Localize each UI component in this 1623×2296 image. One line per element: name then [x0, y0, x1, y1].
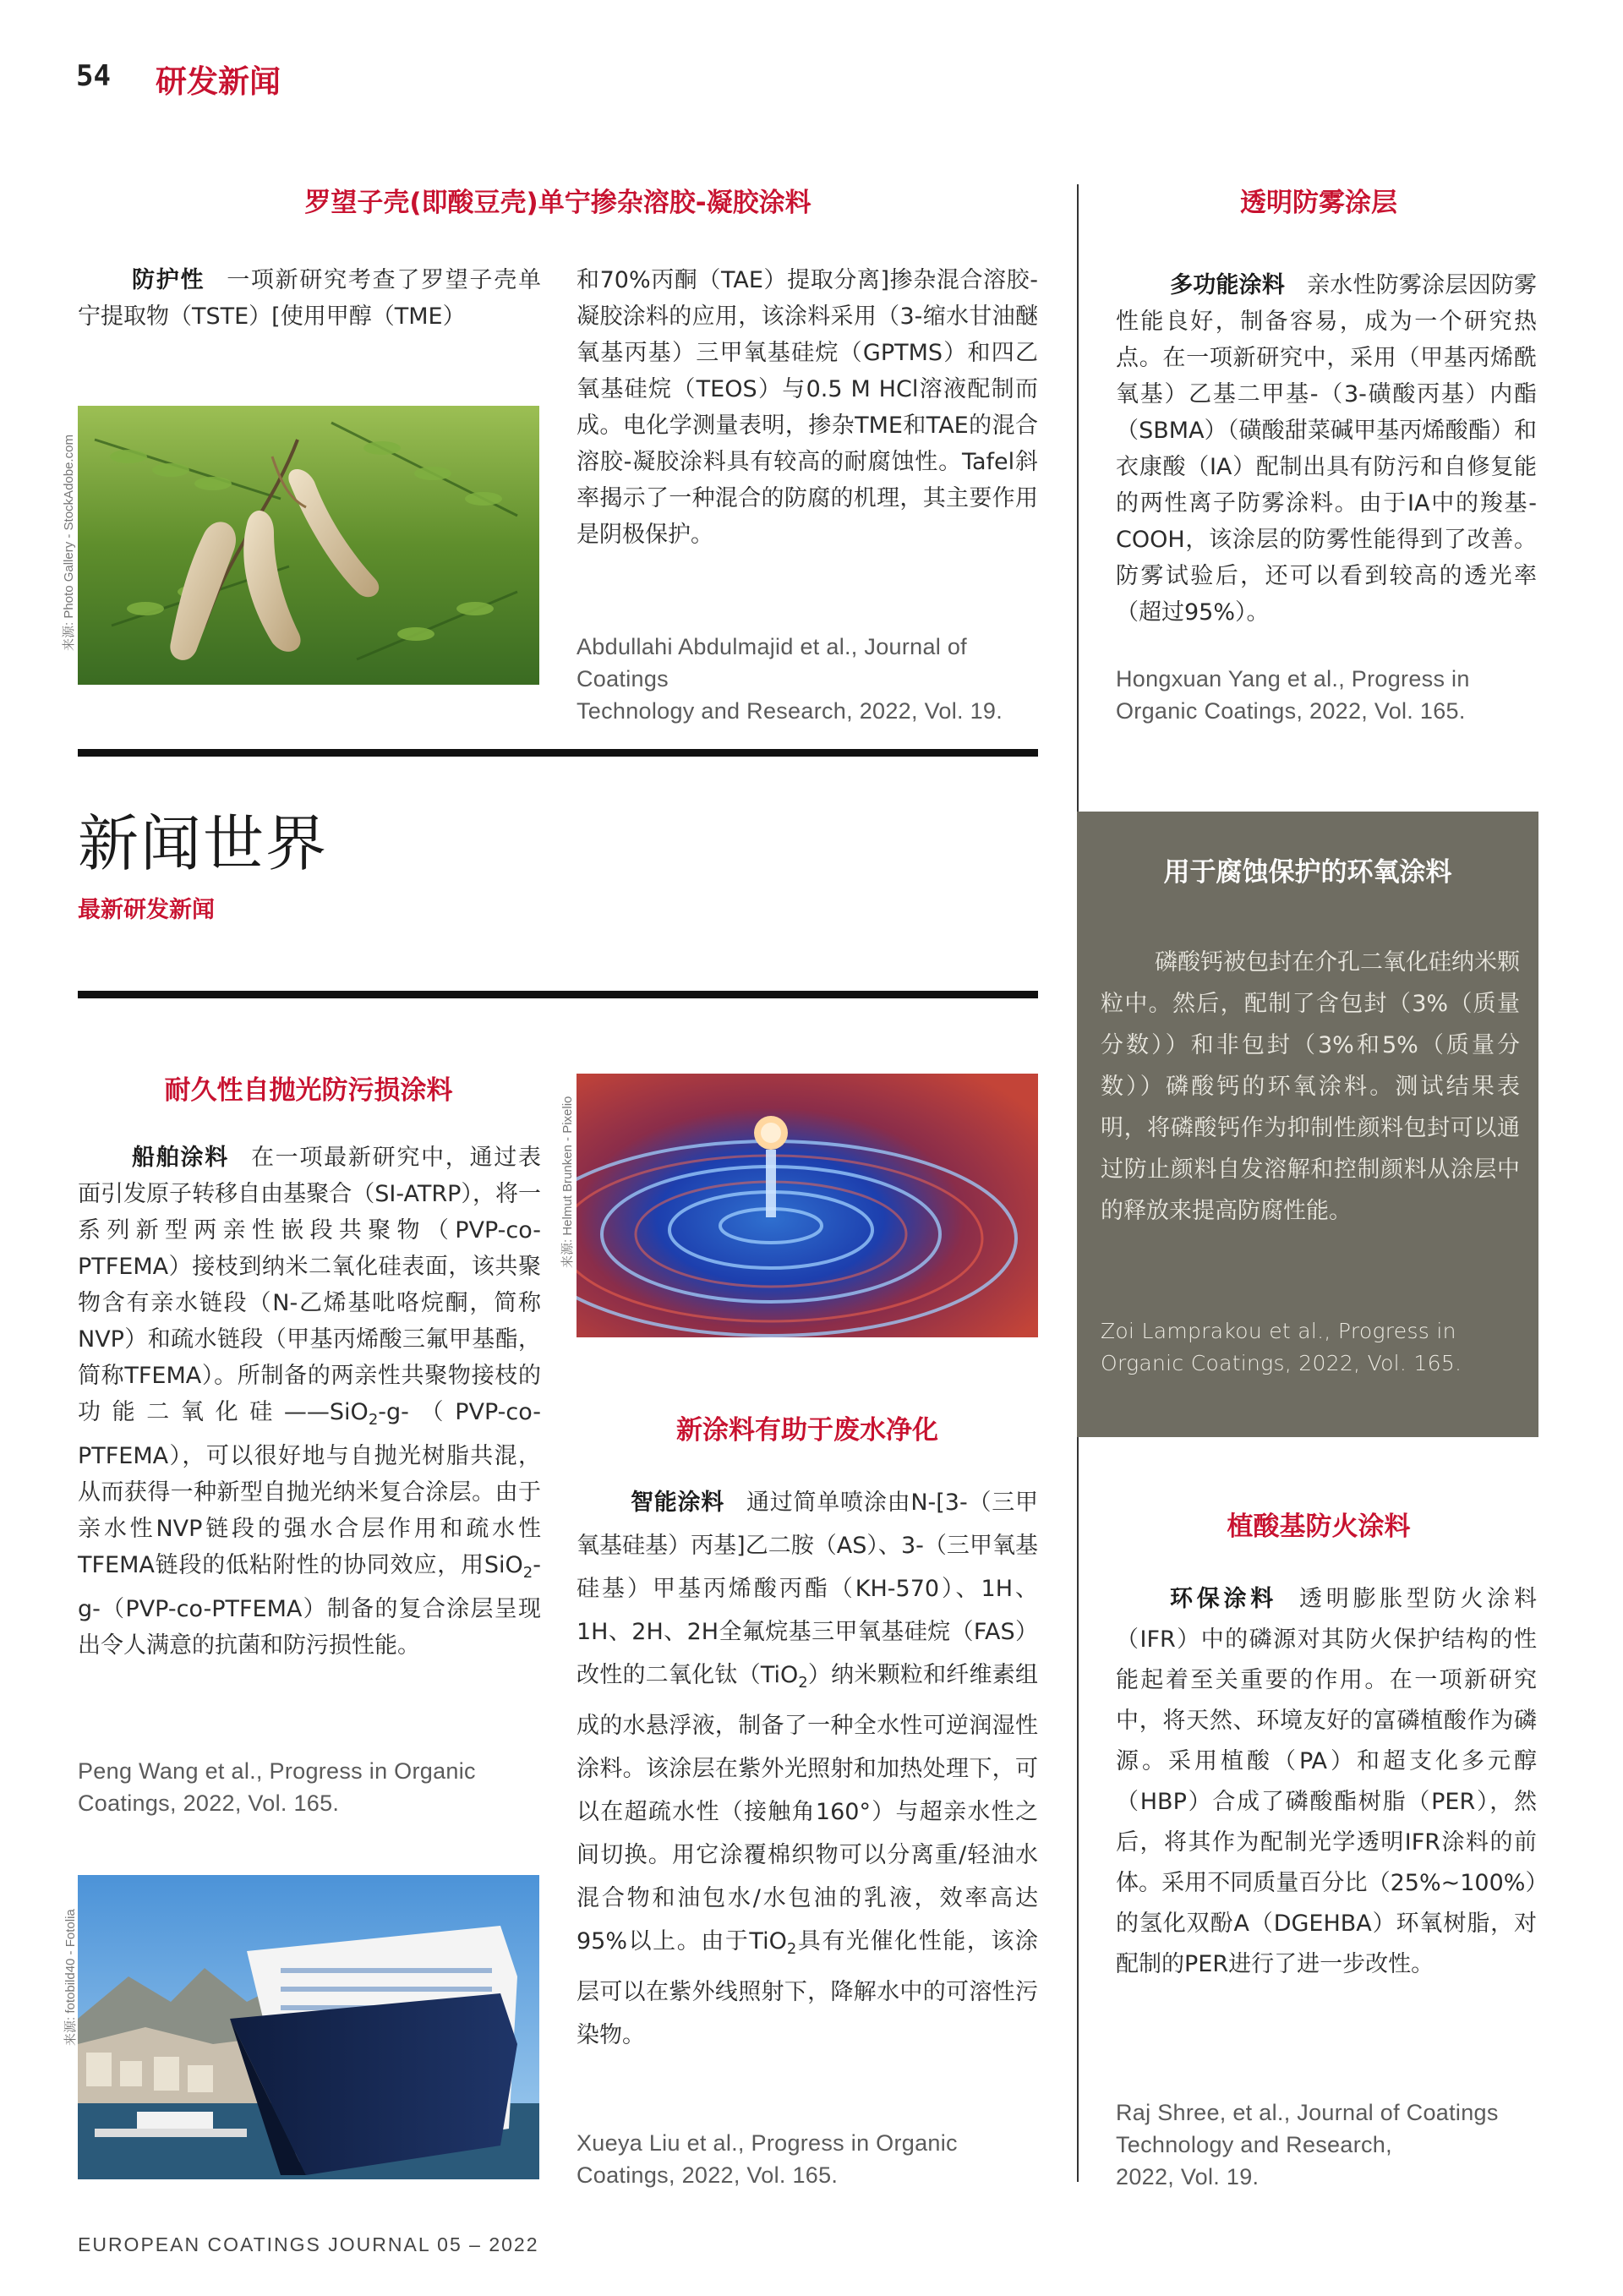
water-drop-photo: [577, 1074, 1038, 1337]
banner-top-rule: [78, 749, 1038, 757]
page-number: 54: [76, 59, 111, 93]
lead-word: 环保涂料: [1170, 1586, 1277, 1612]
article-text-fire: 环保涂料 透明膨胀型防火涂料（IFR）中的磷源对其防火保护结构的性能起着至关重要的作用。在一项新研究中，将天然、环境友好的富磷植酸作为磷源。采用植酸（PA）和超支化多元醇（HBP）合成了磷酸酯树脂（PER），然后，将其作为配制光学透明IFR涂料的前体。采用不同质量百分比（25%~100%）的氢化双酚A（DGEHBA）环氧树脂，对配制的PER进行了进一步改性。: [1116, 1586, 1537, 1977]
citation-tamarind: Abdullahi Abdulmajid et al., Journal of Coatings Technology and Research, 2022, Vol. 19.: [577, 634, 1003, 724]
tamarind-photo: [78, 406, 539, 685]
lead-word: 多功能涂料: [1170, 272, 1286, 298]
article-heading-fire: 植酸基防火涂料: [1227, 1512, 1411, 1542]
citation-antifouling: Peng Wang et al., Progress in Organic Coatings, 2022, Vol. 165.: [78, 1758, 476, 1816]
citation-antifog: Hongxuan Yang et al., Progress in Organic Coatings, 2022, Vol. 165.: [1116, 666, 1470, 724]
article-text-antifog: 多功能涂料 亲水性防雾涂层因防雾性能良好，制备容易，成为一个研究热点。在一项新研究中，采用（甲基丙烯酰氧基）乙基二甲基-（3-磺酸丙基）内酯（SBMA）（磺酸甜菜碱甲基丙烯酸酯）和衣康酸（IA）配制出具有防污和自修复能的两性离子防雾涂料。由于IA中的羧基-COOH，该涂层的防雾性能得到了改善。防雾试验后，还可以看到较高的透光率（超过95%）。: [1116, 272, 1538, 626]
banner-bottom-rule: [78, 991, 1038, 998]
lead-word: 防护性: [132, 267, 205, 293]
article-text-antifouling: 船舶涂料 在一项最新研究中，通过表面引发原子转移自由基聚合（SI-ATRP），将一系列新型两亲性嵌段共聚物（PVP-co-PTFEMA）接枝到纳米二氧化硅表面，该共聚物含有亲水链段（N-乙烯基吡咯烷酮，简称NVP）和疏水链段（甲基丙烯酸三氟甲基酯，简称TFEMA）。所制备的两亲性共聚物接枝的功能二氧化硅——SiO$_2$-g-（PVP-co-PTFEMA），可以很好地与自抛光树脂共混，从而获得一种新型自抛光纳米复合涂层。由于亲水性NVP链段的强水合层作用和疏水性TFEMA链段的低粘附性的协同效应，用SiO$_2$-g-（PVP-co-PTFEMA）制备的复合涂层呈现出令人满意的抗菌和防污损性能。: [78, 1145, 542, 1659]
article-text-water: 智能涂料 通过简单喷涂由N-[3-（三甲氧基硅基）丙基]乙二胺（AS）、3-（三甲氧基硅基）甲基丙烯酸丙酯（KH-570）、1H、1H、2H、2H全氟烷基三甲氧基硅烷（FAS）改性的二氧化钛（TiO$_2$）纳米颗粒和纤维素组成的水悬浮液，制备了一种全水性可逆润湿性涂料。该涂层在紫外光照射和加热处理下，可以在超疏水性（接触角160°）与超亲水性之间切换。用它涂覆棉织物可以分离重/轻油水混合物和油包水/水包油的乳液，效率高达95%以上。由于TiO$_2$具有光催化性能，该涂层可以在紫外线照射下，降解水中的可溶性污染物。: [577, 1490, 1038, 2048]
article-heading-antifog: 透明防雾涂层: [1240, 188, 1397, 218]
footer-journal: EUROPEAN COATINGS JOURNAL 05 – 2022: [78, 2233, 539, 2255]
citation-water: Xueya Liu et al., Progress in Organic Coatings, 2022, Vol. 165.: [577, 2130, 958, 2188]
section-title: 研发新闻: [156, 63, 281, 100]
article-heading-tamarind: 罗望子壳(即酸豆壳)单宁掺杂溶胶-凝胶涂料: [304, 188, 812, 218]
photo-credit-water: 来源: Helmut Brunken - Pixelio: [560, 1096, 575, 1268]
article-heading-epoxy: 用于腐蚀保护的环氧涂料: [1163, 857, 1452, 888]
photo-credit-tamarind: 来源: Photo Gallery - StockAdobe.com: [62, 435, 76, 651]
cruise-ship-photo: [78, 1875, 539, 2179]
article-text-epoxy: 磷酸钙被包封在介孔二氧化硅纳米颗粒中。然后，配制了含包封（3%（质量分数））和非包封（3%和5%（质量分数））磷酸钙的环氧涂料。测试结果表明，将磷酸钙作为抑制性颜料包封可以通过防止颜料自发溶解和控制颜料从涂层中的释放来提高防腐性能。: [1101, 949, 1520, 1224]
citation-epoxy: Zoi Lamprakou et al., Progress in Organic Coatings, 2022, Vol. 165.: [1101, 1319, 1462, 1375]
epoxy-box: [1077, 812, 1538, 1437]
lead-word: 智能涂料: [631, 1490, 725, 1516]
citation-fire: Raj Shree, et al., Journal of Coatings Technology and Research, 2022, Vol. 19.: [1116, 2100, 1499, 2189]
article-heading-water: 新涂料有助于废水净化: [676, 1415, 938, 1446]
news-world-subtitle: 最新研发新闻: [78, 897, 215, 923]
article-text-tamarind-left: 防护性 一项新研究考查了罗望子壳单宁提取物（TSTE）[使用甲醇（TME）: [78, 267, 542, 330]
news-world-title: 新闻世界: [78, 808, 329, 879]
photo-credit-ship: 来源: fotobild40 - Fotolia: [63, 1909, 78, 2046]
article-heading-antifouling: 耐久性自抛光防污损涂料: [164, 1075, 453, 1106]
lead-word: 船舶涂料: [132, 1145, 229, 1171]
article-text-tamarind-right: 和70%丙酮（TAE）提取分离]掺杂混合溶胶-凝胶涂料的应用，该涂料采用（3-缩水甘油醚氧基丙基）三甲氧基硅烷（GPTMS）和四乙氧基硅烷（TEOS）与0.5 M HCl溶液配制而成。电化学测量表明，掺杂TME和TAE的混合溶胶-凝胶涂料具有较高的耐腐蚀性。Tafel斜率揭示了一种混合的防腐的机理，其主要作用是阴极保护。: [577, 267, 1038, 548]
